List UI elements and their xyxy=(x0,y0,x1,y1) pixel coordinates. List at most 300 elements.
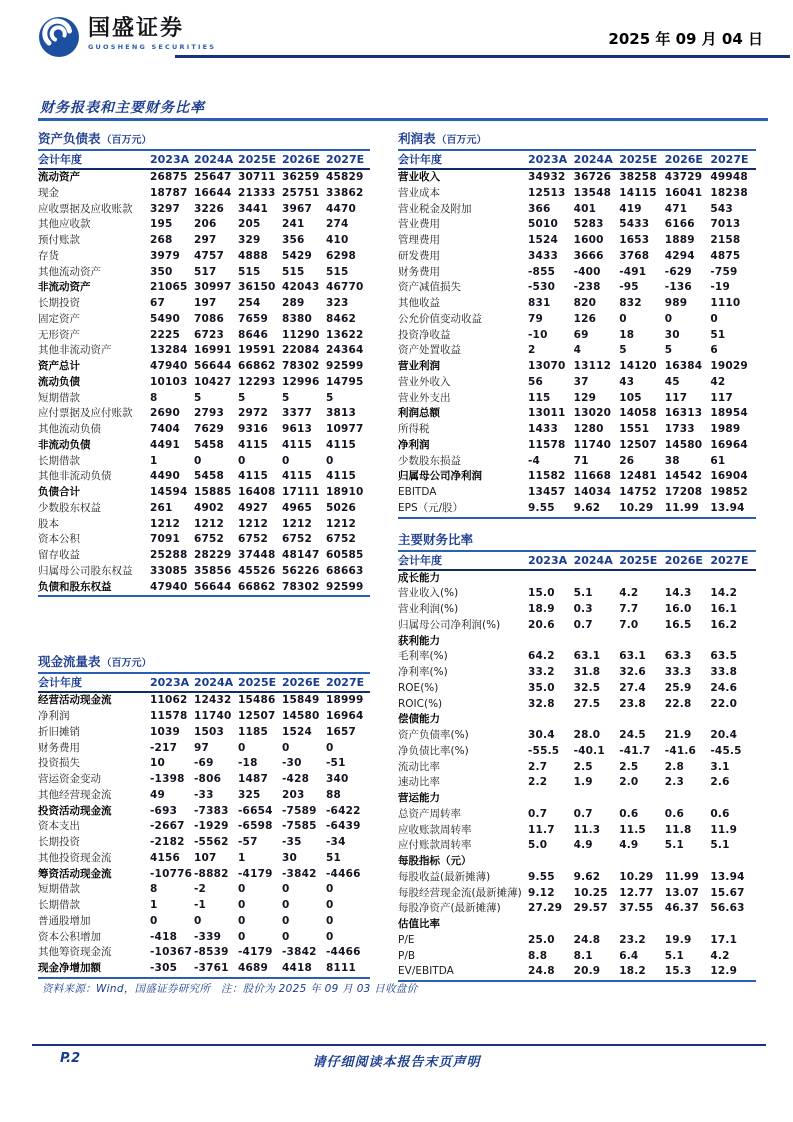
row-value xyxy=(528,570,574,587)
row-value: 51 xyxy=(326,851,342,864)
row-value: -693 xyxy=(150,804,178,817)
row-value: 0 xyxy=(282,899,290,911)
row-value xyxy=(710,791,756,807)
row-label: 其他应收款 xyxy=(38,218,91,231)
row-value: 1185 xyxy=(238,725,269,738)
table-row xyxy=(398,775,756,791)
row-value: 10.29 xyxy=(619,501,665,518)
row-value: 205 xyxy=(238,218,261,231)
row-label: 成长能力 xyxy=(398,571,440,584)
row-value: 203 xyxy=(282,788,305,801)
row-value: 37448 xyxy=(238,549,276,561)
row-value: 56644 xyxy=(194,360,232,372)
row-label: 负债合计 xyxy=(38,486,80,498)
row-value: 26875 xyxy=(150,171,188,183)
row-label: 资本支出 xyxy=(38,820,80,833)
row-value xyxy=(574,791,620,807)
row-value: 1280 xyxy=(573,423,604,435)
row-label: 每股收益(最新摊薄) xyxy=(398,870,491,883)
row-label: 资产负债率(%) xyxy=(398,729,469,741)
row-label: 资产总计 xyxy=(38,360,80,372)
row-value: 831 xyxy=(528,297,551,309)
table-row xyxy=(38,692,370,709)
row-value: 11.99 xyxy=(664,870,699,883)
row-value: 1653 xyxy=(619,234,650,246)
table-row xyxy=(398,422,756,438)
row-label: 留存收益 xyxy=(38,549,80,561)
table-row xyxy=(38,882,370,898)
row-value: 24364 xyxy=(326,344,364,357)
row-value: 6 xyxy=(710,344,718,357)
row-value: 12.77 xyxy=(619,886,654,899)
row-value: -10 xyxy=(528,328,548,341)
row-value: -8539 xyxy=(194,946,229,959)
row-value: 4927 xyxy=(238,501,269,514)
row-value: 10103 xyxy=(150,375,188,388)
table-row xyxy=(398,359,756,375)
row-label: 筹资活动现金流 xyxy=(38,867,112,880)
row-value: 92599 xyxy=(326,360,364,372)
table-row xyxy=(398,949,756,965)
row-value: 18787 xyxy=(150,186,188,199)
row-value: 2.7 xyxy=(528,760,548,773)
row-value: 4294 xyxy=(664,249,695,262)
table-row xyxy=(38,202,370,218)
row-label: 存货 xyxy=(38,249,59,262)
row-value: 9.12 xyxy=(528,886,555,899)
row-value: 11668 xyxy=(573,470,612,483)
year-header: 2026E xyxy=(664,153,703,166)
row-value: 4156 xyxy=(150,851,181,864)
row-value: -69 xyxy=(194,757,214,770)
row-value: 0 xyxy=(238,899,246,911)
row-label: 资本公积 xyxy=(38,533,80,546)
row-value: 12293 xyxy=(238,375,276,388)
row-value: 12432 xyxy=(194,694,232,707)
row-value: 51 xyxy=(710,328,726,341)
table-row xyxy=(38,343,370,359)
row-value: 33.3 xyxy=(664,666,692,678)
row-value: 5010 xyxy=(528,218,559,231)
table-row xyxy=(398,618,756,634)
row-value: 20.6 xyxy=(528,618,555,631)
fiscal-year-header: 会计年度 xyxy=(38,153,82,166)
row-label: 应收票据及应收账款 xyxy=(38,202,133,215)
row-value: 30 xyxy=(282,851,298,864)
row-value: 10.25 xyxy=(573,886,608,899)
table-row xyxy=(398,570,756,587)
row-label: 其他流动负债 xyxy=(38,423,101,435)
brand-name-cn: 国盛证券 xyxy=(88,16,185,41)
row-value: 92599 xyxy=(326,580,370,597)
row-value: 35856 xyxy=(194,564,232,577)
table-row xyxy=(398,469,756,485)
row-value: 5.1 xyxy=(710,839,730,852)
row-value: -18 xyxy=(238,757,258,770)
row-value xyxy=(619,791,665,807)
row-value: 117 xyxy=(710,391,733,404)
table-row xyxy=(398,186,756,202)
table-unit-label: （百万元） xyxy=(436,135,487,146)
row-value: -136 xyxy=(664,281,692,294)
row-label: 归属母公司净利润 xyxy=(398,470,482,483)
row-value xyxy=(574,712,620,728)
row-label: EV/EBITDA xyxy=(398,964,528,981)
row-value: 9.55 xyxy=(528,501,574,518)
table-row xyxy=(38,580,370,597)
row-value: -55.5 xyxy=(528,744,560,757)
row-value: 16.5 xyxy=(664,618,692,631)
table-row xyxy=(398,485,756,501)
row-value: 14115 xyxy=(619,186,657,199)
row-value: 10 xyxy=(150,757,166,770)
row-value: 2793 xyxy=(194,407,225,420)
row-value: 63.3 xyxy=(664,650,692,663)
table-row xyxy=(398,296,756,312)
row-label: 少数股东权益 xyxy=(38,501,101,514)
row-value: 1212 xyxy=(238,517,269,530)
table-row xyxy=(38,406,370,422)
row-label: 短期借款 xyxy=(38,883,80,896)
row-value: 15.0 xyxy=(528,587,555,600)
row-label: 财务费用 xyxy=(398,265,440,278)
right-column xyxy=(398,130,756,982)
row-value: 4115 xyxy=(326,438,357,451)
table-row xyxy=(398,791,756,807)
page-number: P.2 xyxy=(60,1051,81,1066)
row-value: 5 xyxy=(664,344,673,357)
row-value: 13284 xyxy=(150,344,188,357)
row-value: 7091 xyxy=(150,533,181,546)
row-value: 67 xyxy=(150,297,166,309)
row-value: 105 xyxy=(619,391,642,404)
row-value: 33862 xyxy=(326,186,364,199)
row-value: 4115 xyxy=(282,470,313,483)
row-value: -305 xyxy=(150,961,194,978)
row-value: 254 xyxy=(238,297,261,309)
table-row xyxy=(398,870,756,886)
table-row xyxy=(38,741,370,757)
row-value: 366 xyxy=(528,202,551,215)
row-value: 97 xyxy=(194,741,210,754)
row-value: 3377 xyxy=(282,407,313,420)
row-value: 419 xyxy=(619,202,642,215)
row-value: -6422 xyxy=(326,804,361,817)
row-value xyxy=(665,634,711,650)
row-value: 37.55 xyxy=(619,902,654,915)
row-value: 3967 xyxy=(282,202,313,215)
row-value: 33085 xyxy=(150,564,188,577)
table-row xyxy=(38,391,370,407)
row-value: 0 xyxy=(238,454,246,467)
row-label: 投资净收益 xyxy=(398,328,451,341)
row-value: 24.5 xyxy=(619,729,646,741)
row-value: 206 xyxy=(194,218,217,231)
row-label: 普通股增加 xyxy=(38,914,91,927)
row-value: 6752 xyxy=(282,533,313,546)
row-value: 22.0 xyxy=(710,697,738,710)
row-value: 1524 xyxy=(528,234,559,246)
row-value: 13548 xyxy=(573,186,612,199)
year-header: 2023A xyxy=(528,553,568,567)
row-value: 42 xyxy=(710,375,726,388)
row-value: 4757 xyxy=(194,249,225,262)
row-value xyxy=(665,854,711,870)
row-value: 1989 xyxy=(710,423,741,435)
row-value: 45526 xyxy=(238,564,276,577)
financial-table-grid xyxy=(38,672,370,979)
table-row xyxy=(38,945,370,961)
row-value: 24.6 xyxy=(710,681,738,694)
row-value: 0 xyxy=(238,883,246,896)
row-label: 其他筹资现金流 xyxy=(38,946,112,959)
table-title-text: 利润表 xyxy=(398,131,436,146)
table-row xyxy=(398,454,756,470)
row-value: 23.2 xyxy=(619,933,646,946)
row-value: 43 xyxy=(619,375,635,388)
row-value: 13020 xyxy=(573,407,612,420)
row-label: 股本 xyxy=(38,517,59,530)
row-value xyxy=(574,917,620,933)
row-label: 应收账款周转率 xyxy=(398,823,472,836)
row-value: 38258 xyxy=(619,171,657,183)
row-value: 4.9 xyxy=(573,839,593,852)
table-row xyxy=(38,265,370,281)
row-label: 短期借款 xyxy=(38,391,80,404)
row-value: -4466 xyxy=(326,867,361,880)
row-value: 356 xyxy=(282,234,305,246)
row-value: 14.3 xyxy=(664,587,692,600)
row-value: -6439 xyxy=(326,820,361,833)
row-value: 1212 xyxy=(282,517,313,530)
row-label: 营业收入(%) xyxy=(398,587,459,600)
table-header-row xyxy=(398,551,756,570)
row-value: 16964 xyxy=(326,710,364,722)
row-label: 其他收益 xyxy=(398,297,440,309)
row-value: 832 xyxy=(619,297,642,309)
row-value: 16.2 xyxy=(710,618,738,631)
row-value: 34932 xyxy=(528,171,566,183)
table-row xyxy=(38,532,370,548)
row-label: 估值比率 xyxy=(398,918,440,930)
row-value: -30 xyxy=(282,757,302,770)
fiscal-year-header: 会计年度 xyxy=(38,676,82,690)
table-row xyxy=(38,312,370,328)
row-value: 1 xyxy=(238,851,246,864)
year-header: 2027E xyxy=(326,676,365,690)
row-value: 61 xyxy=(710,454,726,467)
row-value: 5 xyxy=(238,391,246,404)
row-value: 0 xyxy=(282,741,290,754)
fiscal-year-header: 会计年度 xyxy=(398,553,442,567)
year-header: 2027E xyxy=(710,553,749,567)
row-value: 4689 xyxy=(238,961,282,978)
row-value: 13622 xyxy=(326,328,364,341)
table-title xyxy=(38,653,370,672)
table-row xyxy=(38,517,370,533)
row-value: 15.3 xyxy=(665,964,711,981)
row-value: 12996 xyxy=(282,375,320,388)
row-value: 16964 xyxy=(710,438,748,451)
row-label: 资产处置收益 xyxy=(398,344,461,357)
row-value: 36150 xyxy=(238,281,276,294)
table-row xyxy=(38,851,370,867)
row-value: -41.7 xyxy=(619,744,651,757)
row-value: -4179 xyxy=(238,867,273,880)
table-body xyxy=(38,169,370,596)
row-value: 13011 xyxy=(528,407,566,420)
row-value: -51 xyxy=(326,757,346,770)
row-value: 7013 xyxy=(710,218,741,231)
row-value: 10977 xyxy=(326,423,364,435)
table-title-text: 主要财务比率 xyxy=(398,531,474,547)
row-value: 63.5 xyxy=(710,650,738,663)
row-value: 197 xyxy=(194,297,217,309)
table-row xyxy=(38,548,370,564)
row-value: 66862 xyxy=(238,580,282,597)
row-value: -806 xyxy=(194,773,222,785)
row-label: 现金 xyxy=(38,186,59,199)
row-value xyxy=(710,570,756,587)
row-value: 27.4 xyxy=(619,681,646,694)
row-value: 30997 xyxy=(194,281,232,294)
row-label: 研发费用 xyxy=(398,249,440,262)
table-row xyxy=(398,280,756,296)
year-header: 2024A xyxy=(194,153,234,166)
row-value: 1889 xyxy=(664,234,695,246)
row-value: -4179 xyxy=(238,946,273,959)
row-label: 营业外支出 xyxy=(398,391,451,404)
row-value: 0 xyxy=(619,312,627,325)
table-row xyxy=(398,265,756,281)
row-value: -10367 xyxy=(150,946,193,959)
row-value: 5429 xyxy=(282,249,313,262)
row-value: 28.0 xyxy=(573,729,601,741)
row-label: 营运能力 xyxy=(398,792,440,804)
row-value: 0.7 xyxy=(573,618,593,631)
table-row xyxy=(398,964,756,981)
row-value: 18 xyxy=(619,328,635,341)
row-label: 长期借款 xyxy=(38,899,80,911)
row-value: 1212 xyxy=(326,517,357,530)
row-label: 净利率(%) xyxy=(398,666,448,678)
row-value xyxy=(665,791,711,807)
table-row xyxy=(398,823,756,839)
table-row xyxy=(38,233,370,249)
financial-table-grid xyxy=(38,149,370,597)
row-value xyxy=(665,917,711,933)
row-value: 56.63 xyxy=(710,902,745,915)
year-header: 2023A xyxy=(528,153,568,166)
row-value: 32.8 xyxy=(528,697,555,710)
row-value: -238 xyxy=(573,281,601,294)
row-value: 9.62 xyxy=(573,870,601,883)
row-value: 21065 xyxy=(150,281,188,294)
row-value: 25.0 xyxy=(528,933,555,946)
row-value: 6.4 xyxy=(619,949,639,962)
table-row xyxy=(38,169,370,186)
table-unit-label: （百万元） xyxy=(101,135,152,146)
table-row xyxy=(398,649,756,665)
table-row xyxy=(398,917,756,933)
table-row xyxy=(398,901,756,917)
row-value: 3666 xyxy=(573,249,604,262)
row-label: 每股指标（元） xyxy=(398,855,472,867)
row-value xyxy=(619,634,665,650)
row-value: -10776 xyxy=(150,867,193,880)
row-value: -400 xyxy=(573,265,601,278)
row-value: 10.29 xyxy=(619,870,654,883)
table-row xyxy=(38,725,370,741)
row-value: 16313 xyxy=(664,407,703,420)
table-row xyxy=(398,681,756,697)
row-value: 410 xyxy=(326,234,349,246)
row-value: 56 xyxy=(528,375,544,388)
row-value: 5490 xyxy=(150,312,181,325)
row-label: 归属母公司股东权益 xyxy=(38,564,133,577)
row-value: 69 xyxy=(573,328,589,341)
table-row xyxy=(38,914,370,930)
row-label: 净利润 xyxy=(398,438,430,451)
row-value: 4115 xyxy=(326,470,357,483)
row-value: 66862 xyxy=(238,360,276,372)
row-value xyxy=(710,634,756,650)
row-label: 长期投资 xyxy=(38,836,80,848)
row-value: 22.8 xyxy=(664,697,692,710)
row-value xyxy=(619,570,665,587)
row-value: 45829 xyxy=(326,171,364,183)
row-value: 0 xyxy=(282,914,290,927)
row-value: 11290 xyxy=(282,328,320,341)
row-value xyxy=(619,712,665,728)
row-label: 营业利润(%) xyxy=(398,603,459,615)
row-value: 16384 xyxy=(664,360,703,372)
table-row xyxy=(398,712,756,728)
year-header: 2027E xyxy=(326,153,365,166)
row-value: 36726 xyxy=(573,171,612,183)
row-value: 14580 xyxy=(282,710,320,722)
table-row xyxy=(38,930,370,946)
year-header: 2026E xyxy=(282,676,321,690)
row-value: 241 xyxy=(282,218,305,231)
row-value xyxy=(619,917,665,933)
table-row xyxy=(398,501,756,518)
row-value: 5 xyxy=(282,391,290,404)
row-value: 126 xyxy=(573,312,597,325)
row-value: 9316 xyxy=(238,423,269,435)
row-value: 12513 xyxy=(528,186,566,199)
row-value: 0 xyxy=(664,312,673,325)
row-value xyxy=(574,854,620,870)
year-header: 2024A xyxy=(194,676,234,690)
table-row xyxy=(398,438,756,454)
row-value: 5.1 xyxy=(664,839,684,852)
row-value: 4888 xyxy=(238,249,269,262)
year-header: 2025E xyxy=(619,153,658,166)
row-value: 350 xyxy=(150,265,173,278)
row-label: 非流动负债 xyxy=(38,438,91,451)
row-label: P/B xyxy=(398,949,416,962)
row-value: 471 xyxy=(664,202,688,215)
row-value: 63.1 xyxy=(573,650,601,663)
financial-table-grid xyxy=(398,550,756,983)
row-value: 4115 xyxy=(238,438,269,451)
year-header: 2026E xyxy=(282,153,321,166)
table-row xyxy=(38,280,370,296)
row-value: 2690 xyxy=(150,407,181,420)
row-value: -530 xyxy=(528,281,556,294)
row-value xyxy=(528,854,574,870)
